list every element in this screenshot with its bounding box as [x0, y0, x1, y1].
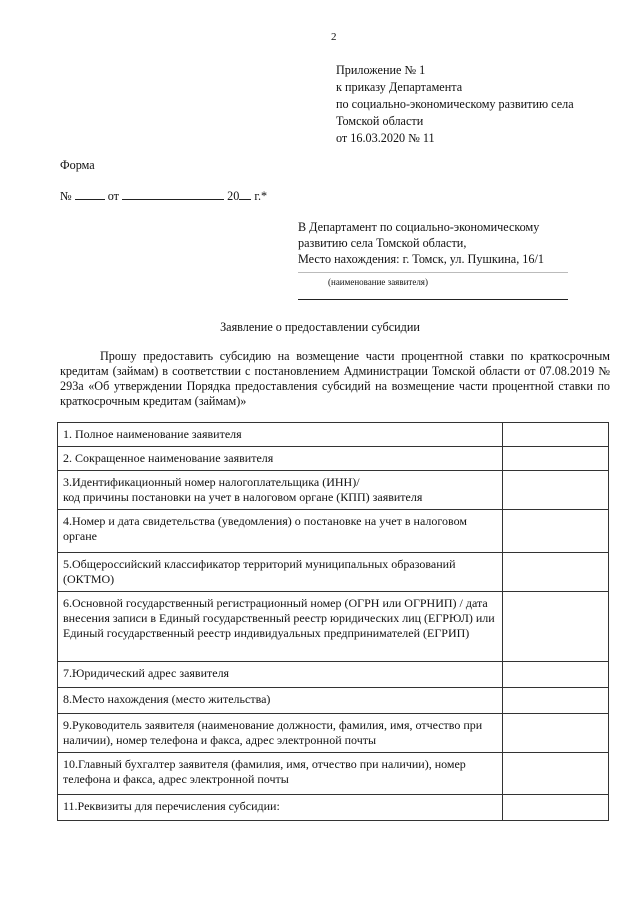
date-blank — [122, 189, 224, 200]
from-label: от — [107, 189, 119, 203]
row-label: 9.Руководитель заявителя (наименование должности, фамилия, имя, отчество при наличии), номер телефона и факса, адрес электронной почты — [58, 714, 503, 753]
form-label: Форма — [60, 158, 95, 172]
number-sign: № — [60, 189, 72, 203]
row-value-field[interactable] — [502, 714, 608, 753]
table-row — [58, 753, 609, 795]
row-value-field[interactable] — [502, 688, 608, 714]
row-value-field[interactable] — [502, 471, 608, 510]
row-value-field[interactable] — [502, 423, 608, 447]
row-value-field[interactable] — [502, 662, 608, 688]
form-number-line — [60, 189, 267, 204]
table-row — [58, 423, 609, 447]
document-title: Заявление о предоставлении субсидии — [220, 320, 420, 334]
appendix-block — [336, 62, 574, 147]
row-value-field[interactable] — [502, 447, 608, 471]
table-row — [58, 662, 609, 688]
row-value-field[interactable] — [502, 795, 608, 821]
table-row — [58, 553, 609, 592]
year-blank — [239, 189, 251, 200]
recipient-line: развитию села Томской области, — [298, 236, 467, 250]
row-label: 8.Место нахождения (место жительства) — [58, 688, 503, 714]
row-label: 2. Сокращенное наименование заявителя — [58, 447, 503, 471]
table-row — [58, 471, 609, 510]
page-number: 2 — [331, 31, 337, 43]
table-row — [58, 795, 609, 821]
row-label: 3.Идентификационный номер налогоплательщика (ИНН)/ код причины постановки на учет в налоговом органе (КПП) заявителя — [58, 471, 503, 510]
row-value-field[interactable] — [502, 510, 608, 553]
row-label: 7.Юридический адрес заявителя — [58, 662, 503, 688]
request-paragraph: Прошу предоставить субсидию на возмещение части процентной ставки по краткосрочным кредитам (займам) в соответствии с постановлением Администрации Томской области от 07.08.2019 № 293а «Об утверждении Порядка предоставления субсидий на возмещение части процентной ставки по краткосрочным кредитам (займам)» — [60, 349, 610, 408]
row-label: 1. Полное наименование заявителя — [58, 423, 503, 447]
applicant-name-line-2 — [298, 299, 568, 300]
row-label: 5.Общероссийский классификатор территорий муниципальных образований (ОКТМО) — [58, 553, 503, 592]
applicant-name-line — [298, 272, 568, 273]
row-value-field[interactable] — [502, 592, 608, 662]
table-row — [58, 447, 609, 471]
row-label: 4.Номер и дата свидетельства (уведомления) о постановке на учет в налоговом органе — [58, 510, 503, 553]
recipient-block — [298, 219, 544, 267]
table-row — [58, 510, 609, 553]
appendix-line: Приложение № 1 — [336, 63, 426, 77]
row-value-field[interactable] — [502, 553, 608, 592]
row-label: 10.Главный бухгалтер заявителя (фамилия, имя, отчество при наличии), номер телефона и факса, адрес электронной почты — [58, 753, 503, 795]
application-table — [57, 422, 609, 821]
recipient-line: Место нахождения: г. Томск, ул. Пушкина, 16/1 — [298, 252, 544, 266]
table-row — [58, 714, 609, 753]
row-value-field[interactable] — [502, 753, 608, 795]
table-row — [58, 592, 609, 662]
appendix-line: по социально-экономическому развитию села — [336, 97, 574, 111]
year-prefix: 20 — [227, 189, 240, 203]
appendix-line: к приказу Департамента — [336, 80, 463, 94]
row-label: 6.Основной государственный регистрационный номер (ОГРН или ОГРНИП) / дата внесения записи в Единый государственный реестр юридических лиц (ЕГРЮЛ) или Единый государственный реестр индивидуальных предпринимателей (ЕГРИП) — [58, 592, 503, 662]
table-row — [58, 688, 609, 714]
row-label: 11.Реквизиты для перечисления субсидии: — [58, 795, 503, 821]
appendix-line: Томской области — [336, 114, 424, 128]
year-suffix: г.* — [254, 189, 268, 203]
recipient-line: В Департамент по социально-экономическому — [298, 220, 540, 234]
number-blank — [75, 189, 105, 200]
appendix-line: от 16.03.2020 № 11 — [336, 131, 435, 145]
applicant-caption: (наименование заявителя) — [328, 277, 428, 287]
